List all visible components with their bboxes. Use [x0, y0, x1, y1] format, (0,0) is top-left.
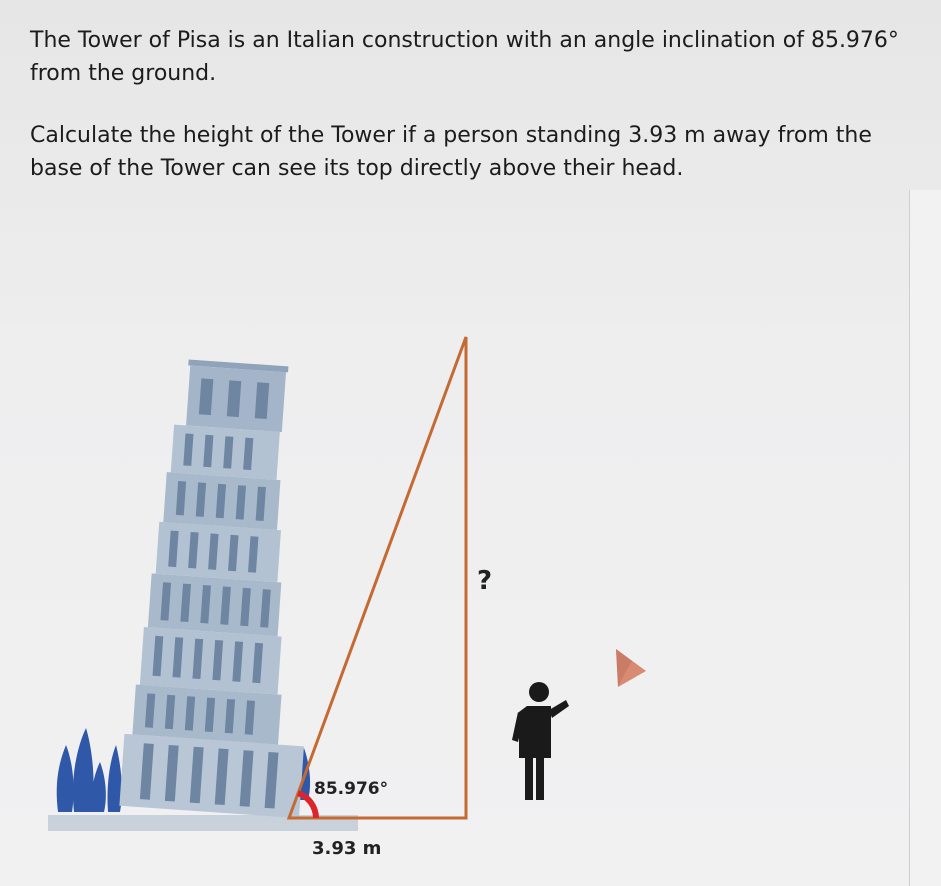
angle-label: 85.976°	[314, 779, 389, 799]
base-distance-label: 3.93 m	[312, 838, 382, 859]
triangle-marker-icon	[614, 647, 648, 693]
problem-paragraph-2: Calculate the height of the Tower if a person standing 3.93 m away from the base of the Tower can see its top directly above their head.	[30, 123, 872, 181]
triangle-outline	[289, 337, 466, 818]
person-icon	[512, 682, 569, 800]
problem-paragraph-1: The Tower of Pisa is an Italian construction with an angle inclination of 85.976° from the ground.	[30, 28, 899, 86]
height-unknown-label: ?	[477, 566, 493, 596]
tower-illustration	[119, 357, 330, 818]
